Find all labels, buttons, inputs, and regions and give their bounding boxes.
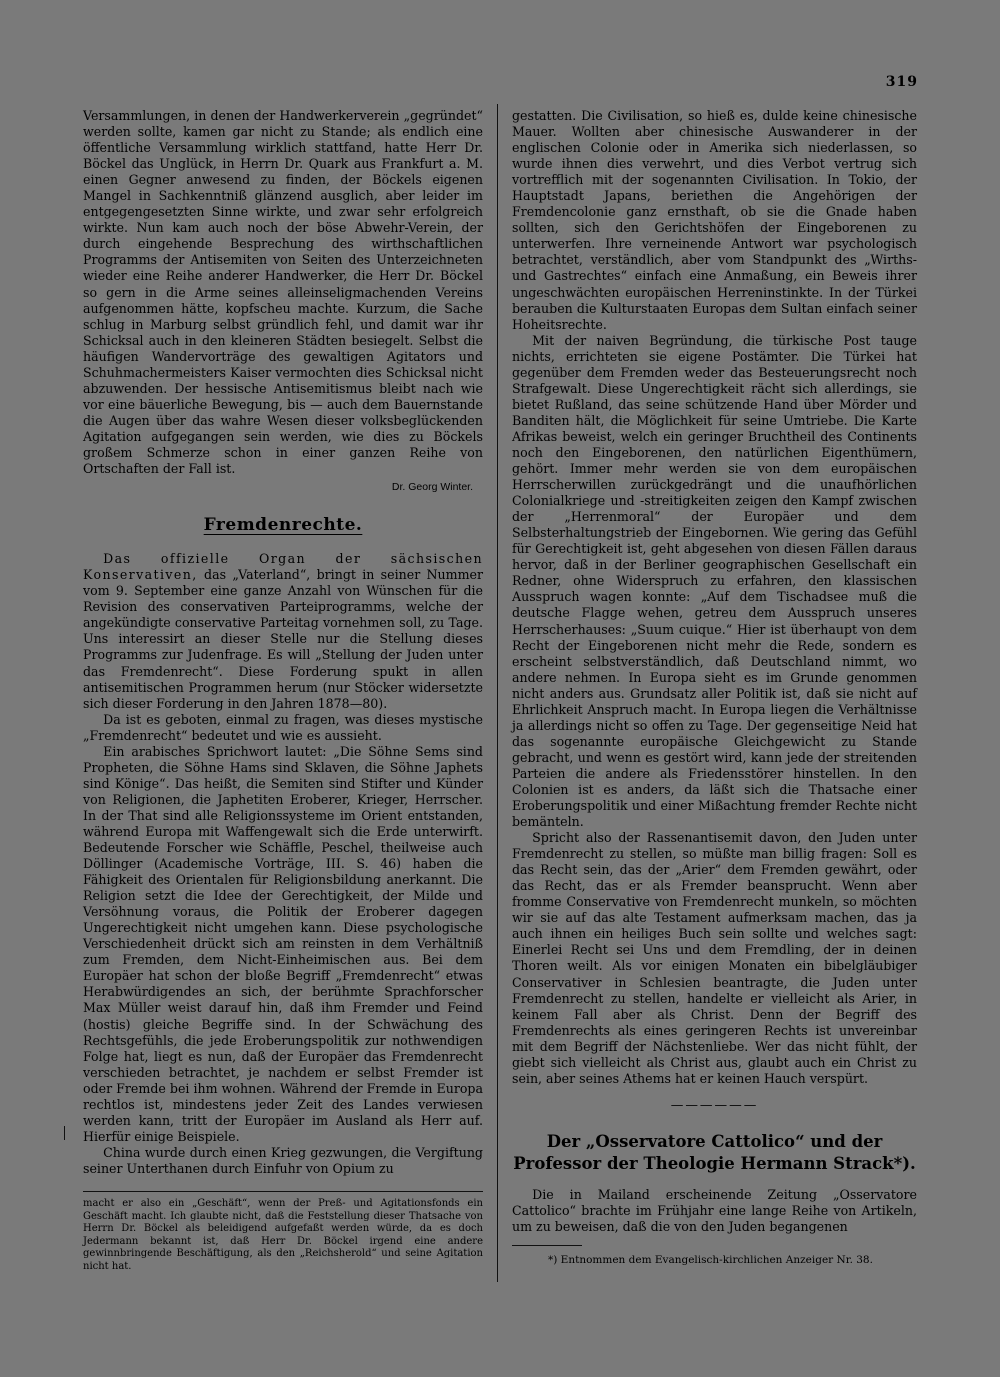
margin-mark — [64, 1126, 65, 1140]
author-signature: Dr. Georg Winter. — [391, 481, 473, 494]
spaced-lead-text: Das offizielle Organ der sächsischen Konservativen, — [83, 551, 483, 583]
left-footnote: macht er also ein „Geschäft“, wenn der Preß- und Agitationsfonds ein Geschäft macht. Ich glaubte nicht, daß die Feststellung dieser Thatsache von Herrn Dr. Böckel als beleidigend aufgefaßt werden würde, da es doch Jedermann bekannt ist, daß Herr Dr. Böckel irgend eine andere gewinnbringende Beschäftigung, als den „Reichsherold“ und seine Agitation nicht hat. — [83, 1191, 483, 1274]
left-column — [83, 108, 483, 1274]
article-title: Der „Osservatore Cattolico“ und der Professor der Theologie Hermann Strack*). — [513, 1131, 916, 1173]
left-paragraph: Ein arabisches Sprichwort lautet: „Die Söhne Sems sind Propheten, die Söhne Hams sind Sklaven, die Söhne Japhets sind Könige“. Das heißt, die Semiten sind Stifter und Künder von Religionen, die Japhetiten Eroberer, Krieger, Herrscher. In der That sind alle Religionssysteme im Orient entstanden, während Europa mit Waffengewalt sich die Erde unterwirft. Bedeutende Forscher wie Schäffle, Peschel, theilweise auch Döllinger (Academische Vorträge, III. S. 46) haben die Fähigkeit des Orientalen für Religionsbildung anerkannt. Die Religion setzt die Idee der Gerechtigkeit, der Milde und Versöhnung voraus, die Politik der Eroberer dagegen Ungerechtigkeit nicht umgehen kann. Diese psychologische Verschiedenheit drückt sich am reinsten in dem Verhältniß zum Fremden, dem Nicht-Einheimischen aus. Bei dem Europäer hat schon der bloße Begriff „Fremdenrecht“ etwas Herabwürdigendes an sich, der berühmte Sprachforscher Max Müller weist darauf hin, daß ihm Fremder und Feind (hostis) gleiche Begriffe sind. In der Schwächung des Rechtsgefühls, die jede Eroberungspolitik zur nothwendigen Folge hat, liegt es nun, daß der Europäer das Fremdenrecht verschieden betrachtet, je nachdem er selbst Fremder ist oder Fremde bei ihm wohnen. Während der Fremde in Europa rechtlos ist, mindestens jeder Zeit des Landes verwiesen werden kann, tritt der Europäer im Ausland als Herr auf. Hierfür einige Beispiele. — [83, 743, 483, 1144]
right-paragraph: Mit der naiven Begründung, die türkische Post tauge nichts, errichteten sie eigene Postämter. Die Türkei hat gegenüber dem Fremden weder das Besteuerungsrecht noch Strafgewalt. Diese Ungerechtigkeit rächt sich allerdings, sie bietet Rußland, das seine schützende Hand über Mörder und Banditen hält, die Möglichkeit für seine Umtriebe. Die Karte Afrikas beweist, welch ein geringer Bruchtheil des Continents noch den Eingeborenen, den natürlichen Eigenthümern, gehört. Immer mehr werden sie von dem europäischen Herrscherwillen zurückgedrängt und die unaufhörlichen Colonialkriege und -streitigkeiten zeigen den Kampf zwischen der „Herrenmoral“ der Europäer und dem Selbsterhaltungstrieb der Eingebornen. Wie gering das Gefühl für Gerechtigkeit ist, geht abgesehen von diesen Fällen daraus hervor, daß in der Berliner geographischen Gesellschaft ein Redner, ohne Widerspruch zu erfahren, den klassischen Ausspruch wagen konnte: „Auf dem Tischadsee muß die deutsche Flagge wehen, getreu dem Ausspruch unseres Herrscherhauses: „Suum cuique.“ Hier ist überhaupt von dem Recht der Eingeborenen nicht mehr die Rede, sondern es erscheint selbstverständlich, daß Deutschland nimmt, wo andere nehmen. In Europa sieht es im Grunde genommen nicht anders aus. Grundsatz aller Politik ist, daß sie nicht auf Ehrlichkeit Anspruch macht. In Europa liegen die Verhältnisse ja allerdings nicht so offen zu Tage. Der gegenseitige Neid hat das sogenannte europäische Gleichgewicht zu Stande gebracht, und wenn es gestört wird, kann jede der streitenden Parteien die andere als Friedensstörer hinstellen. In den Colonien ist es anders, da läßt sich die Thatsache einer Eroberungspolitik und einer Mißachtung fremder Rechte nicht bemänteln. — [512, 332, 917, 830]
left-paragraph: China wurde durch einen Krieg gezwungen, die Vergiftung seiner Unterthanen durch Einfuhr von Opium zu — [83, 1144, 483, 1176]
right-paragraph: gestatten. Die Civilisation, so hieß es, dulde keine chinesische Mauer. Wollten aber chinesische Auswanderer in der englischen Colonie oder in Amerika sich niederlassen, so wurde ihnen dies verwehrt, und dies Verbot vertrug sich vortrefflich mit der sogenannten Civilisation. In Tokio, der Hauptstadt Japans, beriethen die Angehörigen der Fremdencolonie ganz ernsthaft, ob sie die Gnade haben sollten, sich den Gerichtshöfen der Eingeborenen zu unterwerfen. Ihre verneinende Antwort war psychologisch betrachtet, verständlich, aber vom Standpunkt des „Wirths- und Gastrechtes“ einfach eine Anmaßung, ein Beweis ihrer ungeschwächten europäischen Herreninstinkte. In der Türkei berauben die Kulturstaaten Europas dem Sultan einfach seiner Hoheitsrechte. — [512, 108, 917, 332]
left-paragraph — [83, 551, 483, 711]
left-paragraph: Da ist es geboten, einmal zu fragen, was dieses mystische „Fremdenrecht“ bedeutet und wie es aussieht. — [83, 711, 483, 743]
page-number: 319 — [885, 74, 918, 90]
section-divider: —————— — [670, 1096, 759, 1112]
right-paragraph: Spricht also der Rassenantisemit davon, den Juden unter Fremdenrecht zu stellen, so müßte man billig fragen: Soll es das Recht sein, das der „Arier“ dem Fremden gewährt, oder das Recht, das er als Fremder beansprucht. Wenn aber fromme Conservative von Fremdenrecht munkeln, so möchten wir sie auf das alte Testament aufmerksam machen, das ja auch ihnen ein heiliges Buch sein sollte und welches sagt: Einerlei Recht sei Uns und dem Fremdling, der in deinen Thoren weilt. Als vor einigen Monaten ein bibelgläubiger Conservativer in Schlesien beantragte, die Juden unter Fremdenrecht zu stellen, handelte er vielleicht als Arier, in keinem Fall aber als Christ. Denn der Begriff des Fremdenrechts als eines geringeren Rechts ist unvereinbar mit dem Begriff der Nächstenliebe. Wer das nicht fühlt, der giebt sich vielleicht als Christ aus, glaubt auch ein Christ zu sein, aber seines Athems hat er keinen Hauch verspürt. — [512, 830, 917, 1086]
section-title: Fremdenrechte. — [203, 515, 363, 536]
footnote-rule — [512, 1245, 582, 1246]
left-paragraph: Versammlungen, in denen der Handwerkerverein „gegründet“ werden sollte, kamen gar nicht zu Stande; als endlich eine öffentliche Versammlung wirklich stattfand, hatte Herr Dr. Böckel das Unglück, in Herrn Dr. Quark aus Frankfurt a. M. einen Gegner anwesend zu finden, der Böckels eigenen Mangel in Sachkenntniß glänzend ausglich, aber leider im entgegengesetzten Sinne wirkte, und zwar sehr erfolgreich wirkte. Nun kam auch noch der böse Abwehr-Verein, der durch eingehende Besprechung des wirthschaftlichen Programms der Antisemiten von Seiten des Unterzeichneten wieder eine Reihe anderer Handwerker, die Herr Dr. Böckel so gern in die Arme seines alleinseligmachenden Vereins aufgenommen hätte, kopfscheu machte. Kurzum, die Sache schlug in Marburg selbst gründlich fehl, und damit war ihr Schicksal auch in den kleineren Städten besiegelt. Selbst die häufigen Wandervorträge des gewaltigen Agitators und Schuhmachermeisters Kaiser vermochten dies Schicksal nicht abzuwenden. Der hessische Antisemitismus bleibt nach wie vor eine bäuerliche Bewegung, bis — auch dem Bauernstande die Augen über das wahre Wesen dieser volksbeglückenden Agitation aufgegangen sein werden, wie dies zu Böckels großem Schmerze schon in einer ganzen Reihe von Ortschaften der Fall ist. — [83, 108, 483, 477]
right-paragraph: Die in Mailand erscheinende Zeitung „Osservatore Cattolico“ brachte im Frühjahr eine lange Reihe von Artikeln, um zu beweisen, daß die von den Juden begangenen — [512, 1186, 917, 1234]
paragraph-text: das „Vaterland“, bringt in seiner Nummer vom 9. September eine ganze Anzahl von Wünschen für die Revision des conservativen Parteiprogramms, welche der angekündigte conservative Parteitag vornehmen soll, zu Tage. Uns interessirt an dieser Stelle nur die Stellung dieses Programms zur Judenfrage. Es will „Stellung der Juden unter das Fremdenrecht“. Diese Forderung spukt in allen antisemitischen Programmen herum (nur Stöcker widersetzte sich dieser Forderung in den Jahren 1878—80). — [83, 567, 483, 711]
right-column — [512, 108, 917, 1268]
right-footnote: *) Entnommen dem Evangelisch-kirchlichen Anzeiger Nr. 38. — [548, 1254, 873, 1267]
column-rule — [497, 104, 498, 1282]
